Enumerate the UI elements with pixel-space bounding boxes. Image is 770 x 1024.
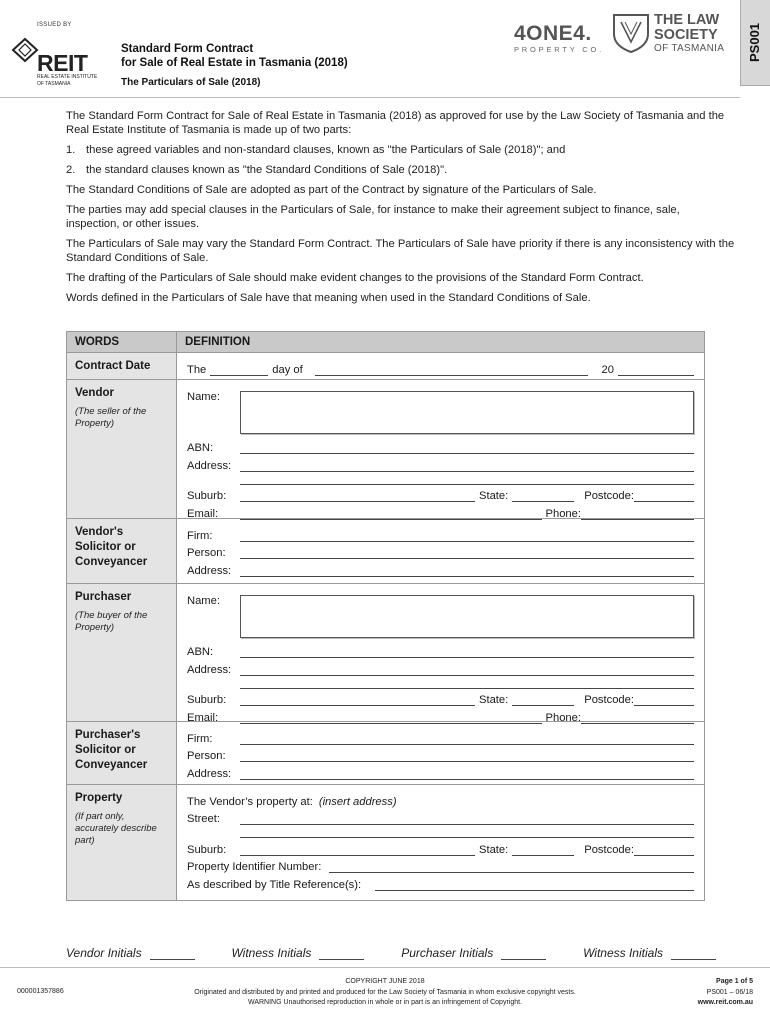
the-label: The	[187, 363, 207, 376]
vendor-email-line	[187, 502, 694, 520]
list-number: 1.	[66, 144, 76, 156]
firm-label: Firm:	[187, 529, 213, 542]
vendor-person-line	[187, 542, 694, 560]
intro-paragraph-3: The parties may add special clauses in the Particulars of Sale, for instance to make their agreement subject to finance, sale, inspection, or other issues.	[66, 204, 680, 230]
row-label-cell	[67, 785, 177, 900]
witness-initials-label: Witness Initials	[583, 946, 663, 960]
column-header-words: WORDS	[67, 332, 177, 352]
purchaser-solicitor-label: Purchaser's Solicitor or Conveyancer	[75, 729, 148, 771]
vendor-sol-address-line	[187, 559, 694, 577]
address-label: Address:	[187, 767, 232, 780]
state-label: State:	[479, 490, 509, 502]
fouronefour-wordmark: 4ONE4.	[514, 22, 592, 45]
property-title-field[interactable]	[375, 879, 694, 891]
purchaser-suburb-field[interactable]	[240, 694, 475, 706]
document-id: 000001357886	[17, 988, 64, 995]
property-street-field-2[interactable]	[240, 825, 694, 838]
purchaser-abn-field[interactable]	[240, 646, 694, 658]
vendor-state-field[interactable]	[512, 490, 574, 502]
row-label-cell	[67, 353, 177, 379]
vendor-firm-line	[187, 524, 694, 542]
intro-paragraph-6: Words defined in the Particulars of Sale have that meaning when used in the Standard Conditions of Sale.	[66, 292, 591, 304]
property-label: Property	[75, 792, 123, 804]
vendor-abn-field[interactable]	[240, 442, 694, 454]
address-label: Address:	[187, 459, 232, 472]
contract-date-label: Contract Date	[75, 360, 151, 372]
vendor-property-label: The Vendor’s property at:	[187, 795, 313, 808]
name-label: Name:	[187, 594, 220, 607]
person-label: Person:	[187, 750, 226, 762]
suburb-label: Suburb:	[187, 843, 227, 856]
row-purchaser-solicitor	[67, 722, 704, 785]
postcode-label: Postcode:	[584, 490, 634, 502]
purchaser-address-field-2[interactable]	[240, 676, 694, 689]
purchaser-address-line	[187, 658, 694, 676]
purchaser-address-field[interactable]	[240, 664, 694, 676]
law-society-line3: OF TASMANIA	[654, 43, 725, 54]
title-ref-label: As described by Title Reference(s):	[187, 878, 362, 891]
law-society-crest-icon	[611, 12, 651, 54]
day-field[interactable]	[210, 364, 268, 376]
vendor-suburb-field[interactable]	[240, 490, 475, 502]
property-pid-line	[187, 856, 694, 874]
copyright-line: COPYRIGHT JUNE 2018	[345, 978, 425, 985]
purchaser-initials-label: Purchaser Initials	[401, 946, 494, 960]
insert-address-hint: (insert address)	[318, 795, 397, 808]
property-title-line	[187, 873, 694, 891]
vendor-solicitor-label: Vendor's Solicitor or Conveyancer	[75, 526, 148, 568]
address-label: Address:	[187, 564, 232, 577]
purchaser-initials	[401, 946, 546, 960]
witness-initials-1	[231, 946, 364, 960]
document-title: Standard Form Contract	[121, 43, 254, 55]
vendor-person-field[interactable]	[240, 547, 694, 559]
purchaser-initials-field[interactable]	[501, 948, 546, 960]
witness-initials-label: Witness Initials	[231, 946, 312, 960]
property-suburb-field[interactable]	[240, 844, 475, 856]
intro-list-item-1	[66, 143, 736, 157]
row-label-cell	[67, 584, 177, 721]
vendor-email-field[interactable]	[240, 508, 542, 520]
header-divider	[0, 97, 740, 98]
phone-label: Phone:	[545, 507, 581, 520]
purchaser-firm-field[interactable]	[240, 733, 694, 745]
day-of-label: day of	[272, 363, 303, 376]
firm-label: Firm:	[187, 732, 213, 745]
abn-label: ABN:	[187, 646, 214, 658]
reit-subtitle-1: REAL ESTATE INSTITUTE	[37, 74, 98, 80]
row-property	[67, 785, 704, 900]
purchaser-suburb-line	[187, 689, 694, 707]
vendor-address-field[interactable]	[240, 460, 694, 472]
row-definition-cell	[177, 722, 704, 784]
vendor-phone-field[interactable]	[581, 508, 694, 520]
property-intro-line	[187, 790, 694, 808]
purchaser-firm-line	[187, 727, 694, 745]
intro-list-item-2	[66, 163, 736, 177]
form-code-label: PS001	[747, 22, 762, 62]
footer-copyright-block	[150, 977, 620, 1009]
vendor-abn-line	[187, 437, 694, 455]
document-title-line2: for Sale of Real Estate in Tasmania (2018)	[121, 57, 348, 69]
purchaser-name-field[interactable]	[240, 595, 694, 638]
witness-initials-2	[583, 946, 716, 960]
purchaser-email-line	[187, 706, 694, 724]
document-subtitle: The Particulars of Sale (2018)	[121, 77, 261, 88]
law-society-line2: SOCIETY	[654, 27, 718, 43]
person-label: Person:	[187, 547, 226, 559]
vendor-initials-field[interactable]	[150, 948, 195, 960]
law-society-logo	[654, 13, 724, 54]
postcode-label: Postcode:	[584, 843, 634, 856]
row-label-cell	[67, 519, 177, 583]
document-title-block	[121, 42, 348, 88]
vendor-sublabel: (The seller of the Property)	[75, 406, 147, 429]
intro-paragraph-5: The drafting of the Particulars of Sale should make evident changes to the provisions of the Standard Form Contract.	[66, 272, 644, 284]
fouronefour-logo	[514, 22, 604, 54]
list-text: the standard clauses known as "the Standard Conditions of Sale (2018)".	[86, 164, 448, 176]
purchaser-label: Purchaser	[75, 591, 132, 603]
address-label: Address:	[187, 663, 232, 676]
footer-page-block	[698, 977, 753, 1009]
form-code: PS001 – 06/18	[706, 988, 753, 996]
row-definition-cell	[177, 353, 704, 379]
name-label: Name:	[187, 390, 220, 403]
year-prefix-label: 20	[601, 363, 614, 376]
purchaser-state-field[interactable]	[512, 694, 574, 706]
vendor-address-field-2[interactable]	[240, 472, 694, 485]
year-field[interactable]	[618, 364, 694, 376]
row-purchaser	[67, 584, 704, 722]
fouronefour-subtitle: PROPERTY CO.	[514, 45, 605, 54]
vendor-name-field[interactable]	[240, 391, 694, 434]
warning-line: WARNING Unauthorised reproduction in whole or in part is an infringement of Copyright.	[247, 999, 523, 1006]
column-header-definition: DEFINITION	[185, 336, 251, 348]
vendor-initials	[66, 946, 195, 960]
row-definition-cell	[177, 584, 704, 724]
reit-diamond-icon	[11, 37, 39, 63]
property-pid-field[interactable]	[329, 861, 694, 873]
witness-initials-field[interactable]	[671, 948, 716, 960]
property-suburb-line	[187, 838, 694, 856]
initials-row	[66, 946, 716, 960]
abn-label: ABN:	[187, 442, 214, 454]
particulars-table	[66, 331, 705, 901]
intro-paragraph-2: The Standard Conditions of Sale are adopted as part of the Contract by signature of the Particulars of Sale.	[66, 184, 597, 196]
row-definition-cell	[177, 785, 704, 900]
pid-label: Property Identifier Number:	[187, 861, 322, 873]
suburb-label: Suburb:	[187, 694, 227, 706]
reit-subtitle-2: OF TASMANIA	[37, 81, 71, 87]
property-postcode-field[interactable]	[634, 844, 694, 856]
page-number: Page 1 of 5	[716, 978, 753, 985]
witness-initials-field[interactable]	[319, 948, 364, 960]
month-field[interactable]	[315, 364, 588, 376]
purchaser-postcode-field[interactable]	[634, 694, 694, 706]
state-label: State:	[479, 843, 509, 856]
row-label-cell	[67, 722, 177, 784]
vendor-address-line	[187, 454, 694, 472]
postcode-label: Postcode:	[584, 694, 634, 706]
row-vendor-solicitor	[67, 519, 704, 584]
reit-logo	[10, 34, 100, 90]
row-definition-cell	[177, 380, 704, 518]
phone-label: Phone:	[545, 711, 581, 724]
vendor-postcode-field[interactable]	[634, 490, 694, 502]
intro-paragraph-1: The Standard Form Contract for Sale of Real Estate in Tasmania (2018) as approved for use by the Law Society of Tasmania and the Real Estate Institute of Tasmania is made up of two parts:	[66, 110, 725, 136]
purchaser-sublabel: (The buyer of the Property)	[75, 610, 148, 633]
vendor-initials-label: Vendor Initials	[66, 946, 142, 960]
row-vendor	[67, 380, 704, 519]
purchaser-abn-line	[187, 641, 694, 659]
row-contract-date	[67, 353, 704, 380]
suburb-label: Suburb:	[187, 490, 227, 502]
property-street-field[interactable]	[240, 813, 694, 825]
list-number: 2.	[66, 164, 76, 176]
footer-divider	[0, 967, 770, 968]
intro-text	[66, 109, 736, 311]
purchaser-person-line	[187, 745, 694, 763]
email-label: Email:	[187, 711, 219, 724]
property-state-field[interactable]	[512, 844, 574, 856]
vendor-label: Vendor	[75, 387, 114, 399]
purchaser-sol-address-field[interactable]	[240, 768, 694, 780]
table-header	[67, 332, 704, 353]
state-label: State:	[479, 694, 509, 706]
website-link[interactable]: www.reit.com.au	[697, 999, 753, 1006]
row-label-cell	[67, 380, 177, 518]
intro-paragraph-4: The Particulars of Sale may vary the Standard Form Contract. The Particulars of Sale have priority if there is any inconsistency with the Standard Conditions of Sale.	[66, 238, 735, 264]
contract-date-line	[187, 358, 694, 376]
issued-by-label: ISSUED BY	[37, 22, 72, 28]
row-definition-cell	[177, 519, 704, 583]
vendor-sol-address-field[interactable]	[240, 565, 694, 577]
email-label: Email:	[187, 507, 219, 520]
purchaser-sol-address-line	[187, 762, 694, 780]
vendor-firm-field[interactable]	[240, 530, 694, 542]
vendor-suburb-line	[187, 485, 694, 503]
distribution-line: Originated and distributed by and printed and produced for the Law Society of Tasmania in whom exclusive copyright vests.	[194, 988, 576, 996]
list-text: these agreed variables and non-standard clauses, known as "the Particulars of Sale (2018)"; and	[86, 144, 566, 156]
property-street-line	[187, 808, 694, 826]
purchaser-person-field[interactable]	[240, 750, 694, 762]
property-sublabel: (If part only, accurately describe part)	[75, 811, 157, 846]
reit-wordmark: REIT	[37, 50, 88, 76]
street-label: Street:	[187, 813, 220, 825]
law-society-line1: THE LAW	[654, 12, 720, 28]
